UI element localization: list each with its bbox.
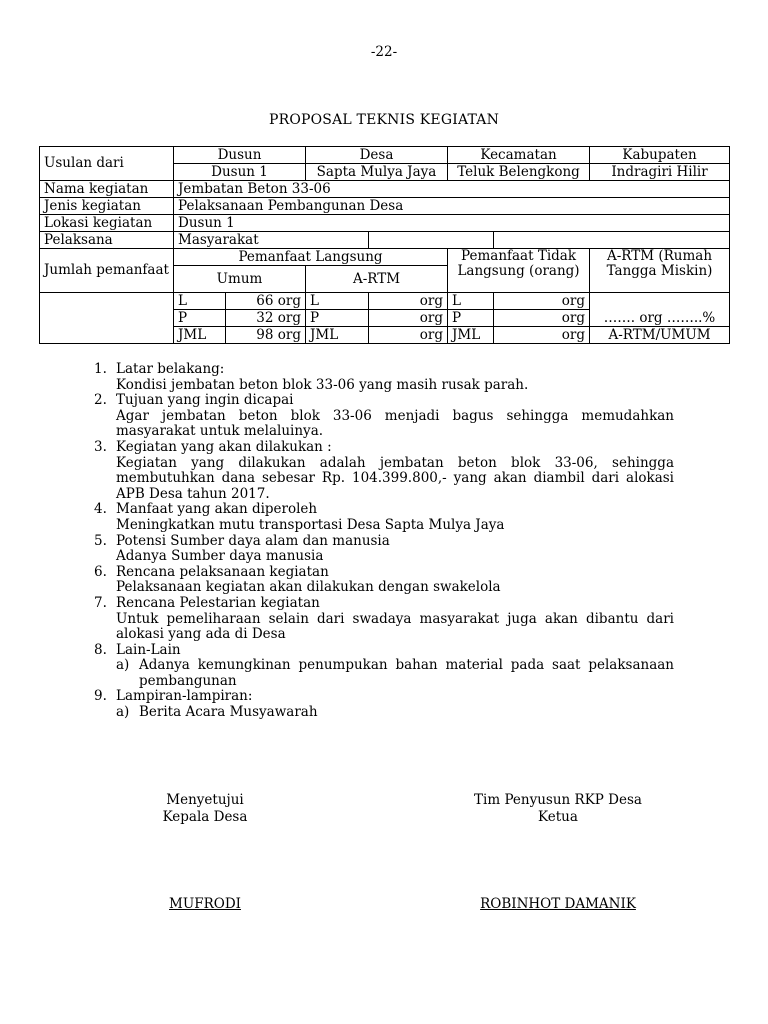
pelaksana-value: Masyarakat — [174, 232, 369, 249]
list-item — [94, 393, 674, 440]
count-label: JML — [174, 327, 226, 344]
count-label: L — [448, 293, 494, 310]
item-description: Pelaksanaan kegiatan akan dilakukan dengan swakelola — [116, 579, 501, 596]
list-item — [94, 502, 674, 533]
percent-text: ……. org ……..% — [590, 293, 730, 327]
sub-item-text: Berita Acara Musyawarah — [139, 704, 318, 721]
item-title: Lampiran-lampiran: — [116, 688, 253, 705]
item-number: 5. — [94, 532, 107, 549]
item-title: Manfaat yang akan diperoleh — [116, 501, 318, 518]
artm-rumah-tangga-header: A-RTM (Rumah Tangga Miskin) — [590, 249, 730, 293]
proposal-table — [39, 146, 730, 344]
count-label: L — [174, 293, 226, 310]
item-title: Rencana Pelestarian kegiatan — [116, 594, 320, 611]
lokasi-kegiatan-value: Dusun 1 — [174, 215, 730, 232]
signatory-name-left: MUFRODI — [169, 896, 241, 912]
value-kabupaten: Indragiri Hilir — [590, 164, 730, 181]
tidak-langsung-count: org — [494, 310, 590, 327]
empty-cell — [40, 293, 174, 344]
empty-cell — [494, 232, 730, 249]
count-label: JML — [448, 327, 494, 344]
signature-block-left — [120, 792, 290, 826]
artm-count: org — [369, 327, 448, 344]
tidak-langsung-count: org — [494, 293, 590, 310]
list-item — [94, 643, 674, 690]
item-number: 8. — [94, 641, 107, 658]
pelaksana-label: Pelaksana — [40, 232, 174, 249]
count-label: L — [306, 293, 369, 310]
value-dusun: Dusun 1 — [174, 164, 306, 181]
artm-header: A-RTM — [306, 266, 448, 293]
item-number: 6. — [94, 563, 107, 580]
item-number: 2. — [94, 392, 107, 409]
jenis-kegiatan-value: Pelaksanaan Pembangunan Desa — [174, 198, 730, 215]
value-desa: Sapta Mulya Jaya — [306, 164, 448, 181]
signature-position: Kepala Desa — [162, 809, 248, 825]
nama-kegiatan-value: Jembatan Beton 33-06 — [174, 181, 730, 198]
item-title: Latar belakang: — [116, 361, 225, 377]
umum-count: 66 org — [226, 293, 306, 310]
signature-position: Ketua — [538, 809, 578, 825]
item-description: Kegiatan yang dilakukan adalah jembatan beton blok 33-06, sehingga membutuhkan dana sebesar Rp. 104.399.800,- yang akan diambil dari alokasi APB Desa tahun 2017. — [116, 454, 674, 502]
signature-role: Menyetujui — [166, 792, 244, 808]
item-title: Rencana pelaksanaan kegiatan — [116, 563, 329, 580]
list-item — [94, 565, 674, 596]
list-item — [94, 440, 674, 502]
list-item — [94, 362, 674, 393]
signature-role: Tim Penyusun RKP Desa — [474, 792, 642, 808]
artm-count: org — [369, 293, 448, 310]
empty-cell — [369, 232, 494, 249]
item-number: 1. — [94, 361, 107, 377]
item-title: Tujuan yang ingin dicapai — [116, 392, 294, 409]
nama-kegiatan-label: Nama kegiatan — [40, 181, 174, 198]
lokasi-kegiatan-label: Lokasi kegiatan — [40, 215, 174, 232]
count-label: P — [306, 310, 369, 327]
page-number: -22- — [370, 44, 398, 60]
count-label: P — [448, 310, 494, 327]
umum-count: 32 org — [226, 310, 306, 327]
jenis-kegiatan-label: Jenis kegiatan — [40, 198, 174, 215]
header-kecamatan: Kecamatan — [448, 147, 590, 164]
item-description: Kondisi jembatan beton blok 33-06 yang masih rusak parah. — [116, 376, 529, 393]
list-item — [94, 534, 674, 565]
proposal-items — [94, 362, 674, 721]
sub-item — [116, 658, 674, 689]
header-desa: Desa — [306, 147, 448, 164]
artm-count: org — [369, 310, 448, 327]
umum-header: Umum — [174, 266, 306, 293]
artm-umum-label: A-RTM/UMUM — [590, 327, 730, 344]
item-title: Lain-Lain — [116, 641, 181, 658]
pemanfaat-langsung-header: Pemanfaat Langsung — [174, 249, 448, 266]
document-title: PROPOSAL TEKNIS KEGIATAN — [268, 112, 500, 128]
item-description: Adanya Sumber daya manusia — [116, 548, 324, 565]
signatory-name-right: ROBINHOT DAMANIK — [480, 896, 636, 912]
header-kabupaten: Kabupaten — [590, 147, 730, 164]
item-description: Untuk pemeliharaan selain dari swadaya masyarakat juga akan dibantu dari alokasi yang ada di Desa — [116, 610, 674, 643]
item-title: Potensi Sumber daya alam dan manusia — [116, 532, 390, 549]
item-number: 9. — [94, 688, 107, 705]
sub-item-letter: a) — [116, 657, 130, 674]
pemanfaat-tidak-langsung-header: Pemanfaat Tidak Langsung (orang) — [448, 249, 590, 293]
sub-item — [116, 705, 674, 721]
signature-block-right — [440, 792, 676, 826]
item-description: Meningkatkan mutu transportasi Desa Sapta Mulya Jaya — [116, 516, 505, 533]
tidak-langsung-count: org — [494, 327, 590, 344]
item-number: 7. — [94, 594, 107, 611]
usulan-dari-label: Usulan dari — [40, 147, 174, 181]
jumlah-pemanfaat-label: Jumlah pemanfaat — [40, 249, 174, 293]
list-item — [94, 596, 674, 643]
header-dusun: Dusun — [174, 147, 306, 164]
umum-count: 98 org — [226, 327, 306, 344]
value-kecamatan: Teluk Belengkong — [448, 164, 590, 181]
item-description: Agar jembatan beton blok 33-06 menjadi bagus sehingga memudahkan masyarakat untuk melaluinya. — [116, 407, 674, 440]
count-label: JML — [306, 327, 369, 344]
sub-item-text: Adanya kemungkinan penumpukan bahan material pada saat pelaksanaan pembangunan — [139, 657, 674, 689]
count-label: P — [174, 310, 226, 327]
item-number: 4. — [94, 501, 107, 518]
list-item — [94, 689, 674, 720]
sub-item-letter: a) — [116, 704, 130, 721]
item-number: 3. — [94, 438, 107, 455]
item-title: Kegiatan yang akan dilakukan : — [116, 438, 332, 455]
